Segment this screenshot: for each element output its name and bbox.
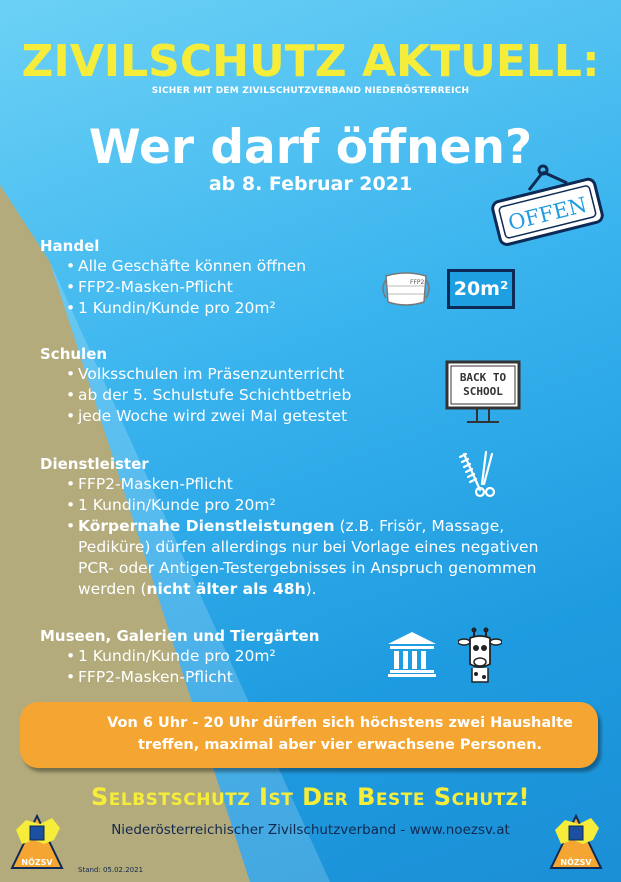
section-schulen [40, 344, 351, 427]
banner-line-1: Von 6 Uhr - 20 Uhr dürfen sich höchstens zwei Haushalte [107, 715, 573, 731]
area-badge-icon: 20m² [447, 269, 515, 309]
list-item: • jede Woche wird zwei Mal getestet [40, 406, 351, 427]
stand-date: Stand: 05.02.2021 [78, 866, 144, 874]
section-museen [40, 626, 319, 688]
list-item: • ab der 5. Schulstufe Schichtbetrieb [40, 385, 351, 406]
section-title: Museen, Galerien und Tiergärten [40, 627, 320, 645]
section-title: Handel [40, 237, 100, 255]
noezsv-logo-icon [545, 810, 607, 872]
section-title: Schulen [40, 345, 108, 363]
list-item: • 1 Kundin/Kunde pro 20m² [40, 646, 319, 667]
header-subtitle: SICHER MIT DEM ZIVILSCHUTZVERBAND NIEDERÖSTERREICH [151, 86, 470, 96]
main-date: ab 8. Februar 2021 [208, 173, 413, 195]
main-title: Wer darf öffnen? [88, 120, 533, 175]
board-line-1: BACK TO [459, 371, 507, 384]
logo-label: NÖZSV [21, 858, 53, 867]
comb-scissors-icon [458, 448, 498, 500]
open-sign-label: OFFEN [505, 192, 590, 236]
mask-label: FFP2 [410, 279, 425, 286]
list-item: • FFP2-Masken-Pflicht [40, 474, 568, 495]
list-item: • 1 Kundin/Kunde pro 20m² [40, 298, 306, 319]
list-item-detail [40, 516, 568, 600]
detail-bold-2: nicht älter als 48h [146, 580, 306, 598]
info-banner [20, 702, 598, 768]
board-line-2: SCHOOL [463, 385, 503, 398]
bullet-list [40, 256, 306, 319]
bullet-list [40, 646, 319, 688]
banner-text [100, 712, 580, 756]
bullet-list [40, 364, 351, 427]
mask-icon [378, 268, 434, 312]
detail-bold-1: Körpernahe Dienstleistungen [78, 517, 335, 535]
header-title: ZIVILSCHUTZ AKTUELL: [21, 36, 600, 87]
giraffe-icon [458, 626, 502, 684]
school-board-icon [445, 360, 521, 424]
museum-icon [386, 630, 438, 678]
logo-label: NÖZSV [560, 858, 592, 867]
detail-text-2: ). [305, 580, 317, 598]
list-item: • FFP2-Masken-Pflicht [40, 667, 319, 688]
noezsv-logo-icon [6, 810, 68, 872]
open-sign-icon [485, 150, 610, 250]
list-item: • Alle Geschäfte können öffnen [40, 256, 306, 277]
section-title: Dienstleister [40, 455, 149, 473]
list-item: • 1 Kundin/Kunde pro 20m² [40, 495, 568, 516]
section-handel [40, 236, 306, 319]
detail-text-1: (z.B. Frisör, Massage, Pediküre) dürfen allerdings nur bei Vorlage eines negativen PCR- oder Antigen-Testergebnisses in Anspruch genommen werden ( [78, 517, 539, 598]
banner-line-2: treffen, maximal aber vier erwachsene Personen. [137, 737, 543, 753]
list-item: • FFP2-Masken-Pflicht [40, 277, 306, 298]
footer-org: Niederösterreichischer Zivilschutzverband - www.noezsv.at [111, 822, 510, 838]
slogan: Selbstschutz Ist Der Beste Schutz! [90, 783, 531, 811]
list-item: • Volksschulen im Präsenzunterricht [40, 364, 351, 385]
